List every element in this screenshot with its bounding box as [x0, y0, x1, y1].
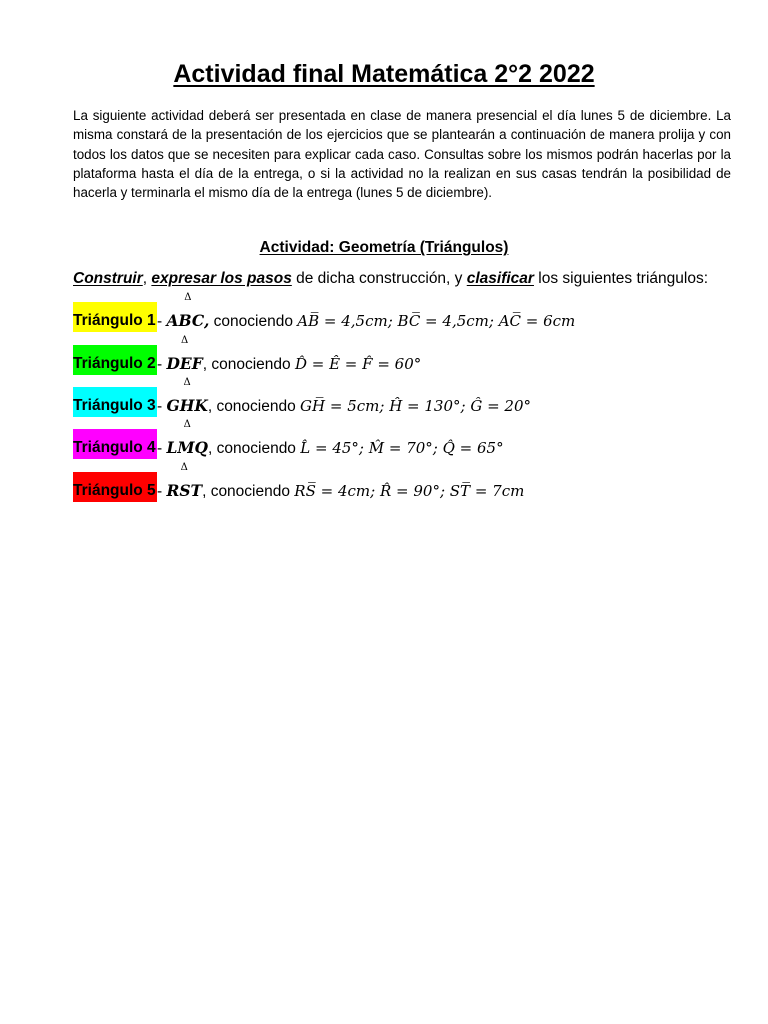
triangle-label: Triángulo 3 [73, 387, 157, 417]
instruction-line [73, 270, 708, 288]
intro-paragraph: La siguiente actividad deberá ser presentada en clase de manera presencial el día lunes 5 de diciembre. La misma constará de la presentación de los ejercicios que se plantearán a continuación de manera prolija y con todos los datos que se necesiten para explicar cada caso. Consultas sobre los mismos podrán hacerlas por la plataforma hasta el día de la entrega, o si la actividad no la realizan en sus casas tendrán la posibilidad de hacerla y terminarla el mismo día de la entrega (lunes 5 de diciembre). [73, 108, 731, 201]
delta-symbol: Δ [180, 335, 189, 346]
triangle-dash: - [157, 356, 167, 373]
delta-symbol: Δ [183, 377, 191, 388]
triangle-dash: - [157, 440, 167, 457]
triangle-item-3 [73, 377, 532, 417]
triangle-name-text: DEF [166, 354, 203, 373]
triangle-description [157, 377, 532, 417]
knowing-text: , conociendo [202, 483, 295, 500]
knowing-text: , conociendo [207, 398, 301, 415]
triangle-conditions: D̂ = Ê = F̂ = 60° [294, 355, 422, 373]
triangle-name [166, 462, 203, 510]
instruction-middle: de dicha construcción, y [291, 270, 467, 287]
page-title: Actividad final Matemática 2°2 2022 [173, 60, 595, 88]
delta-symbol: Δ [184, 292, 192, 303]
triangle-conditions: RS̅̅ = 4cm; R̂ = 90°; ST̅̅ = 7cm [294, 482, 525, 500]
triangle-label: Triángulo 1 [73, 302, 157, 332]
section-subtitle: Actividad: Geometría (Triángulos) [259, 239, 509, 256]
triangle-name-text: ABC, [166, 311, 210, 330]
triangle-dash: - [157, 398, 167, 415]
keyword-clasificar: clasificar [466, 270, 534, 287]
triangle-description [157, 292, 576, 332]
triangle-item-2 [73, 335, 422, 375]
triangle-description [157, 419, 504, 459]
triangle-description [157, 462, 525, 502]
triangle-name-text: LMQ [166, 438, 209, 457]
keyword-construir: Construir [73, 270, 143, 287]
triangle-dash: - [157, 483, 167, 500]
triangle-description [157, 335, 422, 375]
triangle-conditions: AB̅̅ = 4,5cm; BC̅̅ = 4,5cm; AC̅̅ = 6cm [297, 312, 576, 330]
triangle-label: Triángulo 5 [73, 472, 157, 502]
instruction-end: los siguientes triángulos: [533, 270, 708, 287]
triangle-conditions: L̂ = 45°; M̂ = 70°; Q̂ = 65° [300, 439, 504, 457]
triangle-item-1 [73, 292, 576, 332]
knowing-text: , conociendo [208, 440, 301, 457]
delta-symbol: Δ [183, 419, 191, 430]
triangle-dash: - [157, 313, 167, 330]
triangle-name-text: GHK [166, 396, 208, 415]
triangle-item-4 [73, 419, 504, 459]
triangle-label: Triángulo 2 [73, 345, 157, 375]
keyword-expresar-pasos: expresar los pasos [151, 270, 292, 287]
triangle-conditions: GH̅̅ = 5cm; Ĥ = 130°; Ĝ = 20° [300, 397, 532, 415]
triangle-label: Triángulo 4 [73, 429, 157, 459]
knowing-text: , conociendo [202, 356, 295, 373]
delta-symbol: Δ [180, 462, 188, 473]
instruction-sep: , [142, 270, 152, 287]
triangle-item-5 [73, 462, 525, 502]
triangle-name-text: RST [166, 481, 203, 500]
knowing-text: conociendo [209, 313, 298, 330]
